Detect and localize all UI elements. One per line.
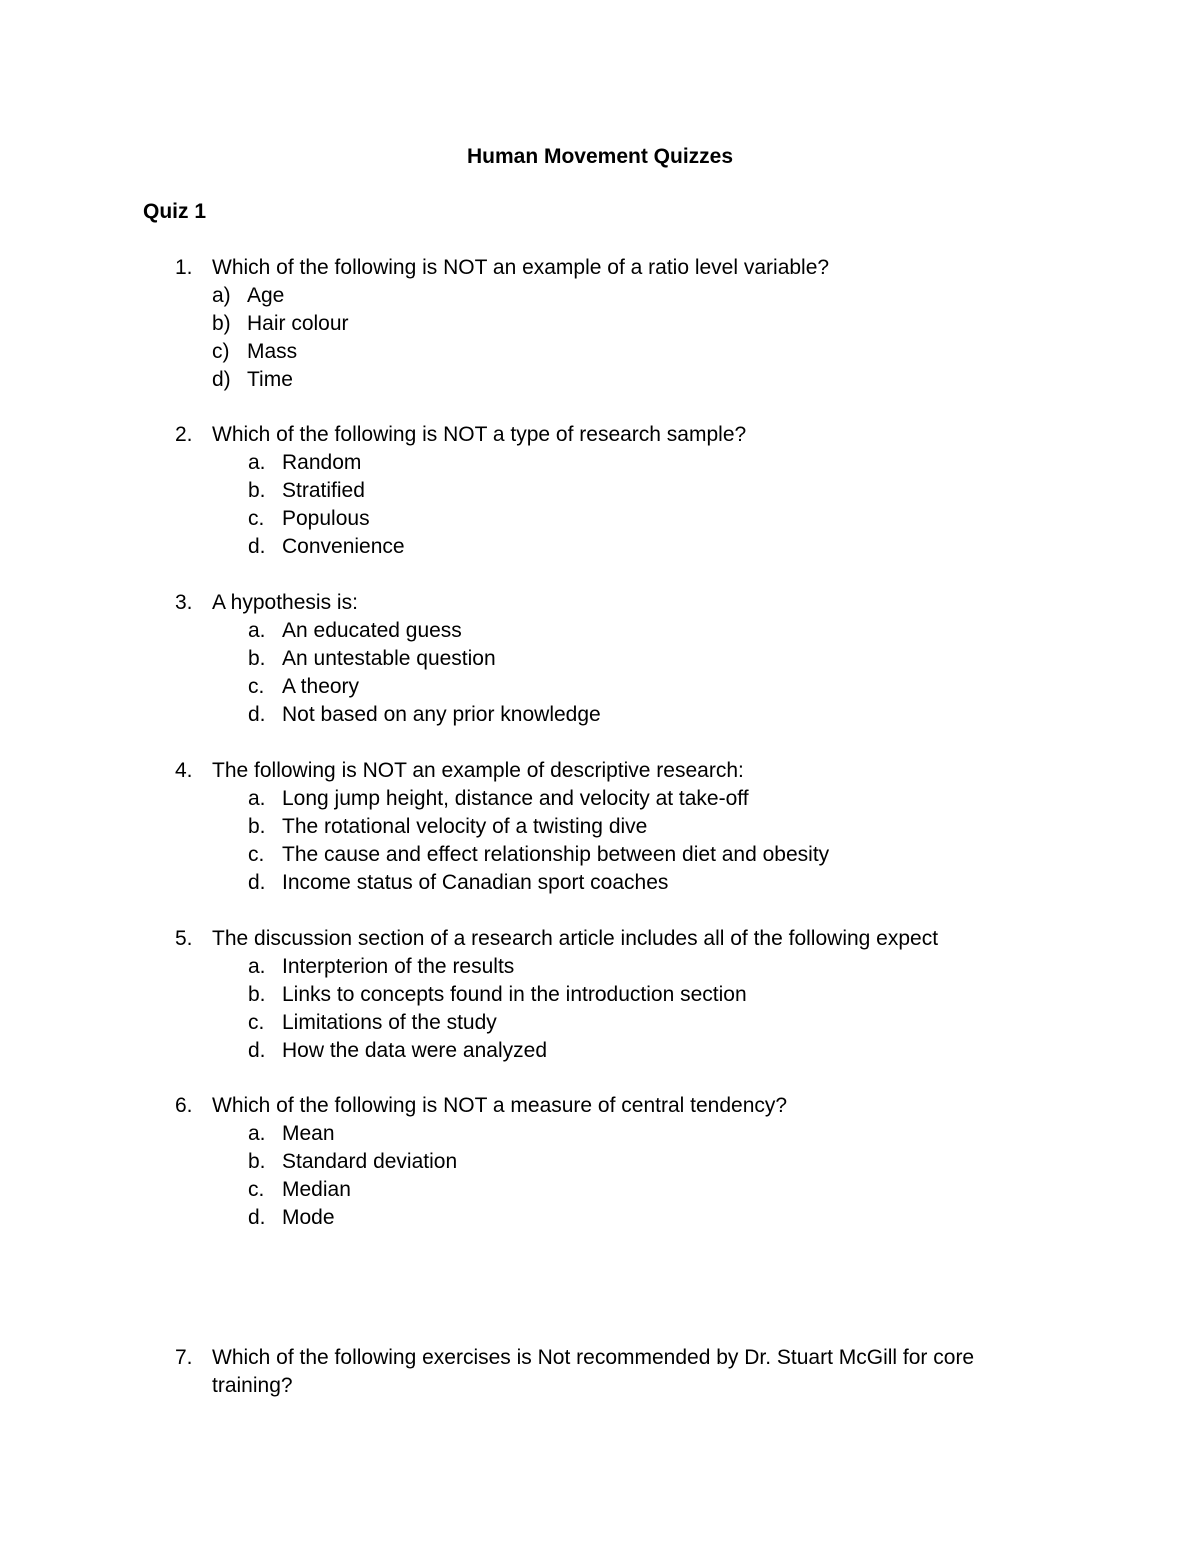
question-number: 5. [175, 927, 193, 950]
option-d [143, 1204, 1043, 1232]
question-7 [143, 1344, 1023, 1400]
option-text: Long jump height, distance and velocity at take-off [282, 787, 749, 810]
option-a [143, 1120, 1043, 1148]
question-text: The following is NOT an example of descriptive research: [212, 759, 744, 782]
question-number: 2. [175, 423, 193, 446]
question-number: 3. [175, 591, 193, 614]
option-text: Mode [282, 1206, 335, 1229]
question-text: Which of the following is NOT a type of research sample? [212, 423, 747, 446]
question-number: 6. [175, 1094, 193, 1117]
question-text: The discussion section of a research article includes all of the following expect [212, 927, 939, 950]
option-a [143, 953, 1043, 981]
option-letter: c. [248, 675, 265, 698]
option-letter: d. [248, 1206, 266, 1229]
option-b [143, 1148, 1043, 1176]
option-letter: c. [248, 1178, 265, 1201]
options-list [143, 1120, 1043, 1232]
question-4 [143, 757, 1043, 897]
question-text: Which of the following is NOT an example of a ratio level variable? [212, 256, 830, 279]
option-d [143, 869, 1043, 897]
question-stem [143, 421, 1043, 449]
option-c [143, 673, 1043, 701]
question-3 [143, 589, 1043, 729]
option-letter: d. [248, 703, 266, 726]
options-list [143, 617, 1043, 729]
option-text: Limitations of the study [282, 1011, 497, 1034]
question-2 [143, 421, 1043, 561]
option-text: Stratified [282, 479, 365, 502]
option-text: Mean [282, 1122, 335, 1145]
option-c [143, 1176, 1043, 1204]
option-b [143, 645, 1043, 673]
option-c [143, 1009, 1043, 1037]
option-text: Median [282, 1178, 351, 1201]
option-letter: b. [248, 983, 266, 1006]
option-a [143, 282, 1043, 310]
question-number: 4. [175, 759, 193, 782]
option-a [143, 449, 1043, 477]
option-d [143, 366, 1043, 394]
option-b [143, 981, 1043, 1009]
option-letter: a. [248, 619, 266, 642]
option-letter: c. [248, 1011, 265, 1034]
options-list [143, 449, 1043, 561]
option-text: Links to concepts found in the introduction section [282, 983, 747, 1006]
option-c [143, 505, 1043, 533]
option-letter: a. [248, 1122, 266, 1145]
option-letter: d. [248, 871, 266, 894]
option-d [143, 533, 1043, 561]
option-letter: c) [212, 340, 230, 363]
question-stem [143, 1344, 1023, 1400]
option-c [143, 841, 1043, 869]
option-text: The rotational velocity of a twisting dive [282, 815, 648, 838]
option-d [143, 1037, 1043, 1065]
option-text: A theory [282, 675, 360, 698]
option-b [143, 813, 1043, 841]
question-6 [143, 1092, 1043, 1232]
option-text: Random [282, 451, 362, 474]
option-text: How the data were analyzed [282, 1039, 547, 1062]
option-text: Standard deviation [282, 1150, 458, 1173]
document-title: Human Movement Quizzes [466, 145, 734, 168]
option-a [143, 785, 1043, 813]
question-text: A hypothesis is: [212, 591, 358, 614]
option-letter: b) [212, 312, 231, 335]
option-text: Mass [247, 340, 298, 363]
option-text: The cause and effect relationship between diet and obesity [282, 843, 830, 866]
option-c [143, 338, 1043, 366]
option-text: Time [247, 368, 293, 391]
option-letter: d) [212, 368, 231, 391]
option-text: Populous [282, 507, 370, 530]
option-letter: b. [248, 479, 266, 502]
options-list [143, 785, 1043, 897]
option-letter: c. [248, 843, 265, 866]
option-text: Age [247, 284, 285, 307]
option-letter: b. [248, 647, 266, 670]
quiz-heading: Quiz 1 [143, 200, 207, 223]
question-number: 1. [175, 256, 193, 279]
option-text: Hair colour [247, 312, 349, 335]
option-b [143, 310, 1043, 338]
options-list [143, 282, 1043, 394]
options-list [143, 953, 1043, 1065]
option-letter: c. [248, 507, 265, 530]
option-text: An untestable question [282, 647, 496, 670]
option-letter: b. [248, 815, 266, 838]
question-stem [143, 757, 1043, 785]
question-5 [143, 925, 1043, 1065]
option-letter: d. [248, 1039, 266, 1062]
question-stem [143, 925, 1043, 953]
question-1 [143, 254, 1043, 394]
option-d [143, 701, 1043, 729]
option-b [143, 477, 1043, 505]
option-letter: a. [248, 451, 266, 474]
question-stem [143, 254, 1043, 282]
question-number: 7. [175, 1346, 193, 1369]
question-text: Which of the following is NOT a measure of central tendency? [212, 1094, 788, 1117]
option-letter: d. [248, 535, 266, 558]
question-stem [143, 589, 1043, 617]
question-text: Which of the following exercises is Not recommended by Dr. Stuart McGill for core training? [212, 1346, 975, 1397]
option-letter: a. [248, 787, 266, 810]
option-text: Income status of Canadian sport coaches [282, 871, 669, 894]
option-letter: a. [248, 955, 266, 978]
option-text: Convenience [282, 535, 405, 558]
option-text: Interpterion of the results [282, 955, 515, 978]
question-stem [143, 1092, 1043, 1120]
option-letter: a) [212, 284, 231, 307]
option-letter: b. [248, 1150, 266, 1173]
option-a [143, 617, 1043, 645]
option-text: An educated guess [282, 619, 462, 642]
option-text: Not based on any prior knowledge [282, 703, 601, 726]
